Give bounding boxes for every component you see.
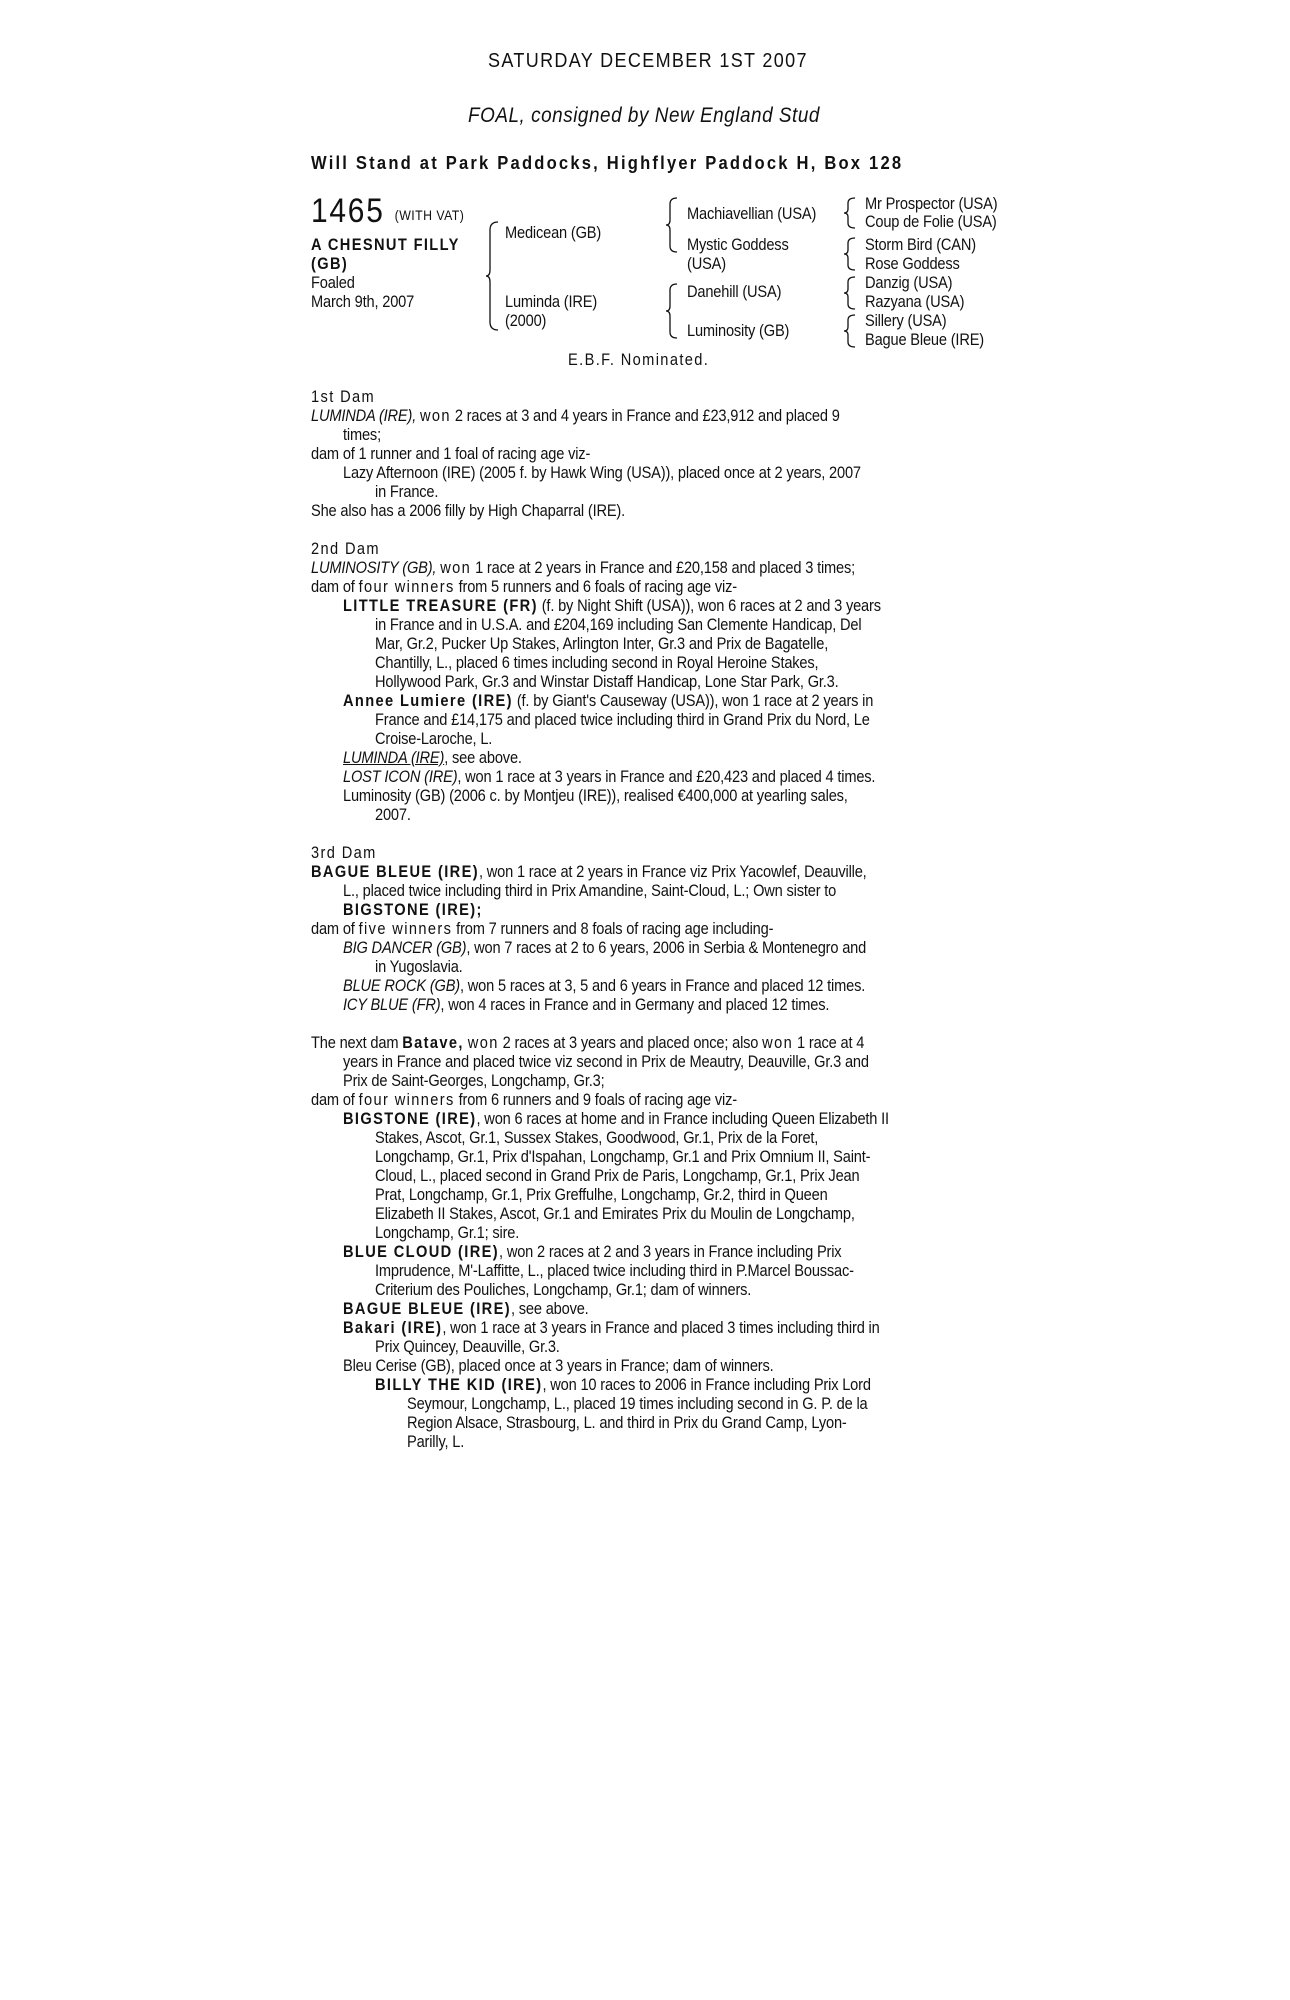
ebf-nominated: E.B.F. Nominated. (568, 350, 710, 369)
next-dam-line: Bakari (IRE), won 1 race at 3 years in France and placed 3 times including third in (343, 1318, 880, 1337)
second-dam-line: Croise-Laroche, L. (375, 729, 493, 748)
second-dam-line: LITTLE TREASURE (FR) (f. by Night Shift (USA)), won 6 races at 2 and 3 years (343, 596, 881, 615)
second-dam-line: Hollywood Park, Gr.3 and Winstar Distaff Handicap, Lone Star Park, Gr.3. (375, 672, 839, 691)
second-dam-line: Luminosity (GB) (2006 c. by Montjeu (IRE)), realised €400,000 at yearling sales, (343, 786, 848, 805)
pedigree-sdd: Rose Goddess (865, 254, 960, 273)
sale-date: SATURDAY DECEMBER 1ST 2007 (488, 50, 808, 72)
pedigree-dsd: Razyana (USA) (865, 292, 965, 311)
next-dam-line: Region Alsace, Strasbourg, L. and third in Prix du Grand Camp, Lyon- (407, 1413, 847, 1432)
third-dam-line: L., placed twice including third in Prix Amandine, Saint-Cloud, L.; Own sister to (343, 881, 837, 900)
third-dam-line: BAGUE BLEUE (IRE), won 1 race at 2 years in France viz Prix Yacowlef, Deauville, (311, 862, 867, 881)
next-dam-line: BAGUE BLEUE (IRE), see above. (343, 1299, 589, 1318)
second-dam-line: dam of four winners from 5 runners and 6 foals of racing age viz- (311, 577, 737, 596)
stand-location: Will Stand at Park Paddocks, Highflyer Paddock H, Box 128 (311, 153, 904, 173)
second-dam-line: Mar, Gr.2, Pucker Up Stakes, Arlington Inter, Gr.3 and Prix de Bagatelle, (375, 634, 829, 653)
foaled-label: Foaled (311, 273, 355, 292)
pedigree-dam: Luminda (IRE) (505, 292, 598, 311)
third-dam-line: BIG DANCER (GB), won 7 races at 2 to 6 years, 2006 in Serbia & Montenegro and (343, 938, 867, 957)
second-dam-line: Chantilly, L., placed 6 times including second in Royal Heroine Stakes, (375, 653, 819, 672)
next-dam-line: The next dam Batave, won 2 races at 3 years and placed once; also won 1 race at 4 (311, 1033, 865, 1052)
second-dam-line: France and £14,175 and placed twice including third in Grand Prix du Nord, Le (375, 710, 870, 729)
first-dam-line: dam of 1 runner and 1 foal of racing age viz- (311, 444, 591, 463)
pedigree-brace-ds (844, 275, 858, 311)
pedigree-brace-dd (844, 313, 858, 349)
next-dam-line: Cloud, L., placed second in Grand Prix de Paris, Longchamp, Gr.1, Prix Jean (375, 1166, 860, 1185)
next-dam-line: BIGSTONE (IRE), won 6 races at home and in France including Queen Elizabeth II (343, 1109, 889, 1128)
next-dam-line: Stakes, Ascot, Gr.1, Sussex Stakes, Goodwood, Gr.1, Prix de la Foret, (375, 1128, 819, 1147)
next-dam-line: Bleu Cerise (GB), placed once at 3 years in France; dam of winners. (343, 1356, 774, 1375)
pedigree-sire-dam-country: (USA) (687, 254, 726, 273)
third-dam-line: BIGSTONE (IRE); (343, 900, 483, 919)
third-dam-line: in Yugoslavia. (375, 957, 463, 976)
pedigree-dam-year: (2000) (505, 311, 547, 330)
first-dam-heading: 1st Dam (311, 387, 376, 406)
lot-number-block (311, 192, 464, 231)
pedigree-dam-sire: Danehill (USA) (687, 282, 782, 301)
pedigree-brace-sire (666, 196, 680, 254)
next-dam-line: dam of four winners from 6 runners and 9 foals of racing age viz- (311, 1090, 737, 1109)
next-dam-line: years in France and placed twice viz second in Prix de Meautry, Deauville, Gr.3 and (343, 1052, 869, 1071)
pedigree-dds: Sillery (USA) (865, 311, 947, 330)
next-dam-line: Prix de Saint-Georges, Longchamp, Gr.3; (343, 1071, 605, 1090)
foaled-date: March 9th, 2007 (311, 292, 415, 311)
next-dam-line: Parilly, L. (407, 1432, 465, 1451)
vat-note: (WITH VAT) (394, 207, 465, 223)
consignor-line: FOAL, consigned by New England Stud (468, 104, 820, 127)
pedigree-sire-dam: Mystic Goddess (687, 235, 789, 254)
pedigree-sire: Medicean (GB) (505, 223, 602, 242)
pedigree-ssd: Coup de Folie (USA) (865, 212, 997, 231)
first-dam-line: Lazy Afternoon (IRE) (2005 f. by Hawk Wing (USA)), placed once at 2 years, 2007 (343, 463, 861, 482)
first-dam-line: She also has a 2006 filly by High Chaparral (IRE). (311, 501, 626, 520)
pedigree-dss: Danzig (USA) (865, 273, 953, 292)
second-dam-line: 2007. (375, 805, 411, 824)
next-dam-line: Longchamp, Gr.1; sire. (375, 1223, 520, 1242)
next-dam-line: BLUE CLOUD (IRE), won 2 races at 2 and 3 years in France including Prix (343, 1242, 842, 1261)
pedigree-sire-sire: Machiavellian (USA) (687, 204, 817, 223)
pedigree-brace-main (486, 220, 502, 332)
next-dam-line: Criterium des Pouliches, Longchamp, Gr.1; dam of winners. (375, 1280, 752, 1299)
next-dam-line: Prat, Longchamp, Gr.1, Prix Greffulhe, Longchamp, Gr.2, third in Queen (375, 1185, 828, 1204)
lot-description: A CHESNUT FILLY (311, 235, 460, 254)
pedigree-brace-ss (844, 196, 858, 230)
pedigree-brace-dam (666, 282, 680, 340)
pedigree-brace-sd (844, 236, 858, 272)
third-dam-line: dam of five winners from 7 runners and 8 foals of racing age including- (311, 919, 774, 938)
second-dam-heading: 2nd Dam (311, 539, 380, 558)
first-dam-line: in France. (375, 482, 439, 501)
pedigree-sds: Storm Bird (CAN) (865, 235, 976, 254)
pedigree-ddd: Bague Bleue (IRE) (865, 330, 984, 349)
second-dam-line: LOST ICON (IRE), won 1 race at 3 years in France and £20,423 and placed 4 times. (343, 767, 876, 786)
first-dam-line: times; (343, 425, 381, 444)
next-dam-line: Elizabeth II Stakes, Ascot, Gr.1 and Emirates Prix du Moulin de Longchamp, (375, 1204, 855, 1223)
next-dam-line: Prix Quincey, Deauville, Gr.3. (375, 1337, 560, 1356)
pedigree-sss: Mr Prospector (USA) (865, 194, 998, 213)
second-dam-line: Annee Lumiere (IRE) (f. by Giant's Causeway (USA)), won 1 race at 2 years in (343, 691, 874, 710)
third-dam-line: ICY BLUE (FR), won 4 races in France and in Germany and placed 12 times. (343, 995, 830, 1014)
second-dam-line: LUMINDA (IRE), see above. (343, 748, 522, 767)
pedigree-dam-dam: Luminosity (GB) (687, 321, 790, 340)
next-dam-line: Seymour, Longchamp, L., placed 19 times including second in G. P. de la (407, 1394, 868, 1413)
lot-description-country: (GB) (311, 254, 349, 273)
second-dam-line: in France and in U.S.A. and £204,169 including San Clemente Handicap, Del (375, 615, 862, 634)
third-dam-line: BLUE ROCK (GB), won 5 races at 3, 5 and 6 years in France and placed 12 times. (343, 976, 866, 995)
first-dam-line: LUMINDA (IRE), won 2 races at 3 and 4 years in France and £23,912 and placed 9 (311, 406, 840, 425)
next-dam-line: Imprudence, M'-Laffitte, L., placed twice including third in P.Marcel Boussac- (375, 1261, 854, 1280)
next-dam-line: Longchamp, Gr.1, Prix d'Ispahan, Longchamp, Gr.1 and Prix Omnium II, Saint- (375, 1147, 871, 1166)
third-dam-heading: 3rd Dam (311, 843, 377, 862)
second-dam-line: LUMINOSITY (GB), won 1 race at 2 years in France and £20,158 and placed 3 times; (311, 558, 856, 577)
next-dam-line: BILLY THE KID (IRE), won 10 races to 2006 in France including Prix Lord (375, 1375, 871, 1394)
lot-number: 1465 (311, 192, 385, 230)
